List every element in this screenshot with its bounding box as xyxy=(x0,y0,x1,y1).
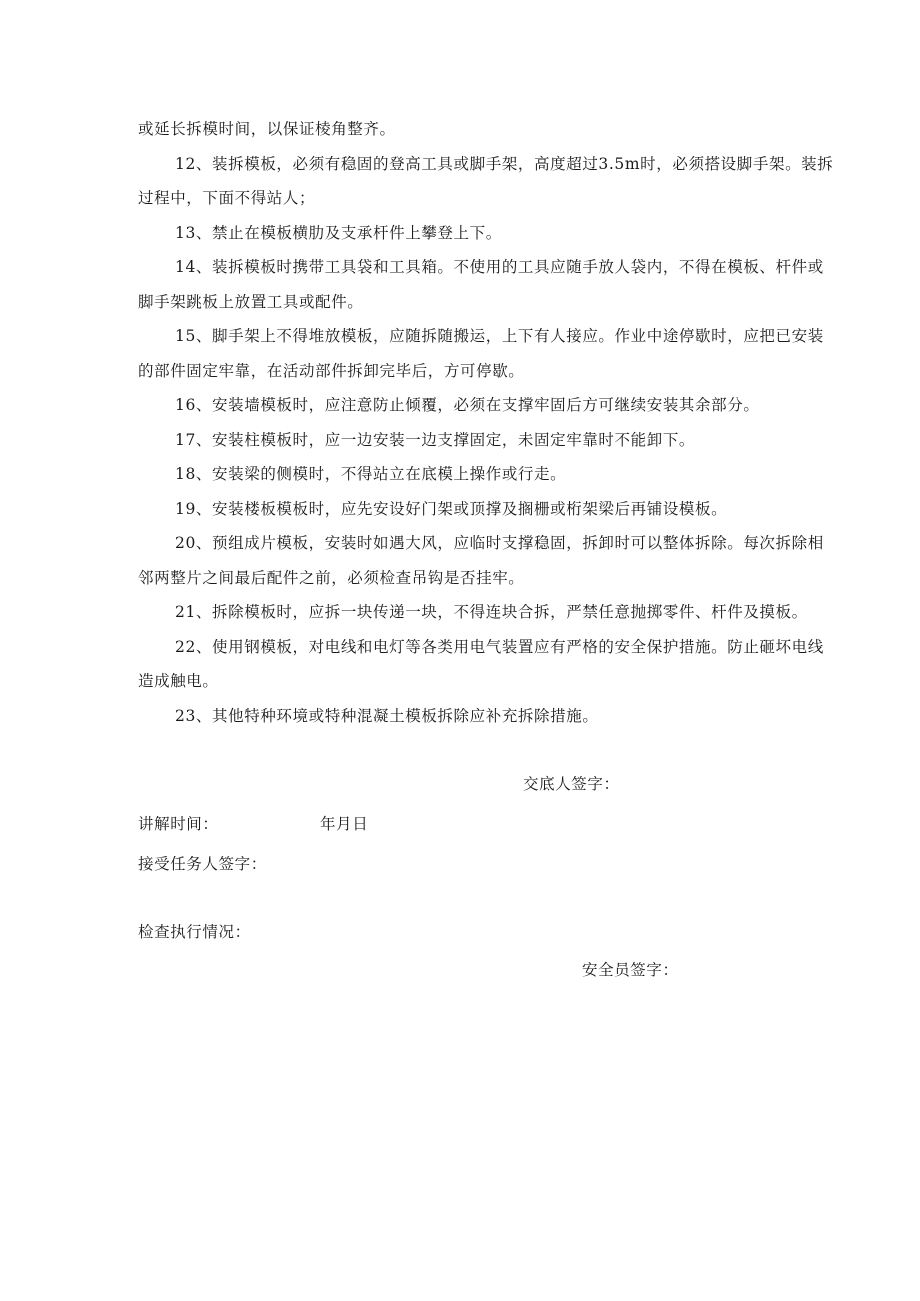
inspection-status-label: 检查执行情况： xyxy=(138,923,251,941)
document-body xyxy=(138,112,838,733)
receiver-signature-label: 接受任务人签字： xyxy=(138,855,267,873)
briefer-signature-label: 交底人签字： xyxy=(523,775,620,793)
paragraph-item-12: 12、装拆模板，必须有稳固的登高工具或脚手架，高度超过3.5m时，必须搭设脚手架。装拆过程中，下面不得站人； xyxy=(138,154,834,207)
safety-officer-signature-label: 安全员签字： xyxy=(582,961,679,979)
paragraph-item-21: 21、拆除模板时，应拆一块传递一块，不得连块合拆，严禁任意抛掷零件、杆件及摸板。 xyxy=(175,603,808,621)
briefing-time-label: 讲解时间： xyxy=(138,815,219,833)
paragraph-item-20: 20、预组成片模板，安装时如遇大风，应临时支撑稳固，拆卸时可以整体拆除。每次拆除相邻两整片之间最后配件之前，必须检查吊钩是否挂牢。 xyxy=(138,534,824,587)
briefing-date-value: 年月日 xyxy=(320,815,369,833)
paragraph-item-14: 14、装拆模板时携带工具袋和工具箱。不使用的工具应随手放人袋内，不得在模板、杆件或脚手架跳板上放置工具或配件。 xyxy=(138,258,824,311)
paragraph-item-18: 18、安装梁的侧模时，不得站立在底模上操作或行走。 xyxy=(175,465,567,483)
paragraph-item-15: 15、脚手架上不得堆放模板，应随拆随搬运，上下有人接应。作业中途停歇时，应把已安装的部件固定牢靠，在活动部件拆卸完毕后，方可停歇。 xyxy=(138,327,824,380)
paragraph-continuation: 或延长拆模时间，以保证棱角整齐。 xyxy=(138,120,396,138)
paragraph-item-22: 22、使用钢模板，对电线和电灯等各类用电气装置应有严格的安全保护措施。防止砸坏电线造成触电。 xyxy=(138,637,824,690)
paragraph-item-23: 23、其他特种环境或特种混凝土模板拆除应补充拆除措施。 xyxy=(175,706,599,725)
paragraph-item-16: 16、安装墙模板时，应注意防止倾覆，必须在支撑牢固后方可继续安装其余部分。 xyxy=(175,396,760,414)
paragraph-item-19: 19、安装楼板模板时，应先安设好门架或顶撑及搁栅或桁架梁后再铺设模板。 xyxy=(175,499,728,518)
paragraph-item-13: 13、禁止在模板横肋及支承杆件上攀登上下。 xyxy=(175,223,502,242)
paragraph-item-17: 17、安装柱模板时，应一边安装一边支撑固定，未固定牢靠时不能卸下。 xyxy=(175,430,696,449)
